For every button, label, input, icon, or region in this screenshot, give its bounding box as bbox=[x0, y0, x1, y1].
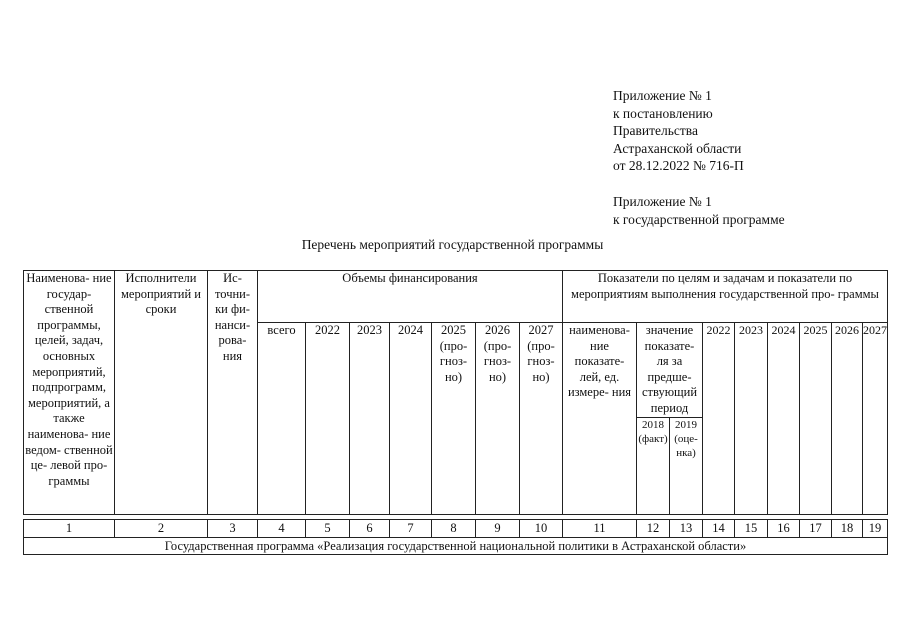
header-year-2026: 2026 (про- гноз- но) bbox=[476, 323, 520, 515]
column-number: 3 bbox=[208, 519, 258, 537]
header-sources: Ис- точни- ки фи- нанси- рова- ния bbox=[208, 271, 258, 515]
column-number: 2 bbox=[115, 519, 208, 537]
header-year-2025: 2025 (про- гноз- но) bbox=[432, 323, 476, 515]
measures-table bbox=[23, 270, 888, 555]
caption-line: к государственной программе bbox=[613, 211, 785, 227]
header-previous-value: значение показате- ля за предше- ствующий период bbox=[637, 323, 703, 418]
header-total: всего bbox=[258, 323, 306, 515]
column-number: 18 bbox=[832, 519, 863, 537]
header-2019-estimate: 2019 (оце- нка) bbox=[670, 417, 703, 514]
header-year-2022: 2022 bbox=[306, 323, 350, 515]
header-indicator-2026: 2026 bbox=[832, 323, 863, 515]
document-title: Перечень мероприятий государственной программы bbox=[301, 237, 604, 252]
program-row: Государственная программа «Реализация государственной национальной политики в Астраханской области» bbox=[24, 537, 888, 554]
column-number: 17 bbox=[800, 519, 832, 537]
caption-line: Астраханской области bbox=[613, 140, 742, 156]
header-indicator-2025: 2025 bbox=[800, 323, 832, 515]
header-indicator-2024: 2024 bbox=[768, 323, 800, 515]
column-number: 16 bbox=[768, 519, 800, 537]
column-number: 10 bbox=[520, 519, 563, 537]
header-indicator-name: наименова- ние показате- лей, ед. измере- ния bbox=[563, 323, 637, 515]
header-year-2024: 2024 bbox=[390, 323, 432, 515]
appendix-caption bbox=[613, 87, 785, 228]
column-number: 7 bbox=[390, 519, 432, 537]
column-number: 11 bbox=[563, 519, 637, 537]
header-year-2023: 2023 bbox=[350, 323, 390, 515]
header-name: Наименова- ние государ- ственной программы, целей, задач, основных мероприятий, подпрограмм, мероприятий, а также наименова- ние ведом- ственной це- левой про- граммы bbox=[24, 271, 115, 515]
column-number: 19 bbox=[863, 519, 888, 537]
header-indicator-2027: 2027 bbox=[863, 323, 888, 515]
header-indicator-2022: 2022 bbox=[703, 323, 735, 515]
caption-line: к постановлению bbox=[613, 105, 713, 121]
column-number: 1 bbox=[24, 519, 115, 537]
column-number: 12 bbox=[637, 519, 670, 537]
column-number: 5 bbox=[306, 519, 350, 537]
header-indicators: Показатели по целям и задачам и показатели по мероприятиям выполнения государственной про- граммы bbox=[563, 271, 888, 323]
column-number: 8 bbox=[432, 519, 476, 537]
header-indicator-2023: 2023 bbox=[735, 323, 768, 515]
column-number: 4 bbox=[258, 519, 306, 537]
column-number: 14 bbox=[703, 519, 735, 537]
caption-line: Приложение № 1 bbox=[613, 193, 712, 209]
caption-line: от 28.12.2022 № 716-П bbox=[613, 158, 744, 174]
caption-line: Приложение № 1 bbox=[613, 88, 712, 103]
column-number: 6 bbox=[350, 519, 390, 537]
header-executors: Исполнители мероприятий и сроки bbox=[115, 271, 208, 515]
column-number: 13 bbox=[670, 519, 703, 537]
column-number: 15 bbox=[735, 519, 768, 537]
header-2018-fact: 2018 (факт) bbox=[637, 417, 670, 514]
column-number: 9 bbox=[476, 519, 520, 537]
caption-line: Правительства bbox=[613, 123, 698, 139]
header-funding: Объемы финансирования bbox=[258, 271, 563, 323]
header-year-2027: 2027 (про- гноз- но) bbox=[520, 323, 563, 515]
